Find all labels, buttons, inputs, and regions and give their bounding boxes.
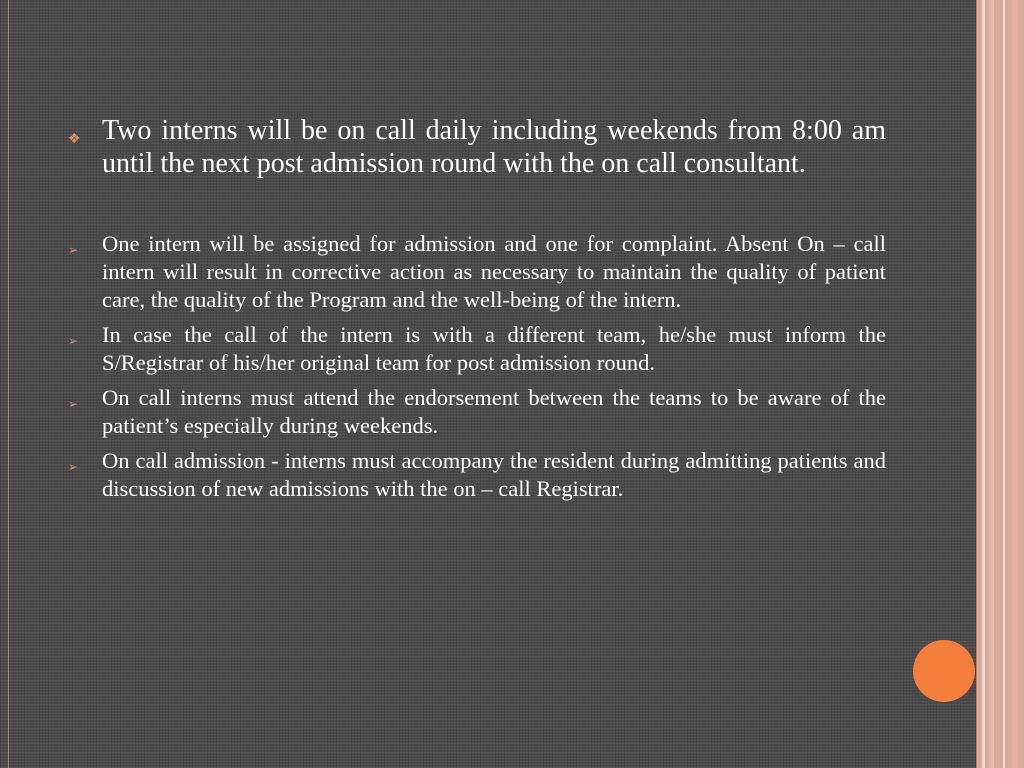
arrow-bullet-icon: ➢ bbox=[68, 397, 79, 411]
bullet-item-on-call-schedule bbox=[68, 114, 886, 180]
bullet-item-admission-accompany bbox=[68, 447, 886, 503]
arrow-bullet-icon: ➢ bbox=[68, 460, 79, 474]
bullet-item-endorsement bbox=[68, 384, 886, 440]
arrow-bullet-icon: ➢ bbox=[68, 334, 79, 348]
bullet-text: In case the call of the intern is with a different team, he/she must inform the S/Registrar of his/her original team for post admission round. bbox=[102, 322, 886, 375]
arrow-bullet-icon: ➢ bbox=[68, 243, 79, 257]
decorative-stripe bbox=[1003, 0, 1005, 768]
orange-circle-decoration bbox=[913, 640, 975, 702]
bullet-item-different-team bbox=[68, 321, 886, 377]
bullet-text: One intern will be assigned for admission and one for complaint. Absent On – call intern will result in corrective action as necessary to maintain the quality of patient care, the quality of the Program and the well-being of the intern. bbox=[102, 231, 886, 312]
bullet-text: On call admission - interns must accompany the resident during admitting patients and discussion of new admissions with the on – call Registrar. bbox=[102, 448, 886, 501]
decorative-stripe bbox=[989, 0, 994, 768]
decorative-stripe bbox=[1012, 0, 1018, 768]
bullet-text: On call interns must attend the endorsement between the teams to be aware of the patient’s especially during weekends. bbox=[102, 385, 886, 438]
bullet-text: Two interns will be on call daily including weekends from 8:00 am until the next post admission round with the on call consultant. bbox=[102, 115, 886, 179]
slide-content bbox=[68, 114, 886, 510]
slide-left-border bbox=[8, 0, 9, 768]
diamond-bullet-icon: ❖ bbox=[68, 132, 81, 147]
bullet-item-admission-assignment bbox=[68, 230, 886, 314]
decorative-stripe bbox=[982, 0, 985, 768]
